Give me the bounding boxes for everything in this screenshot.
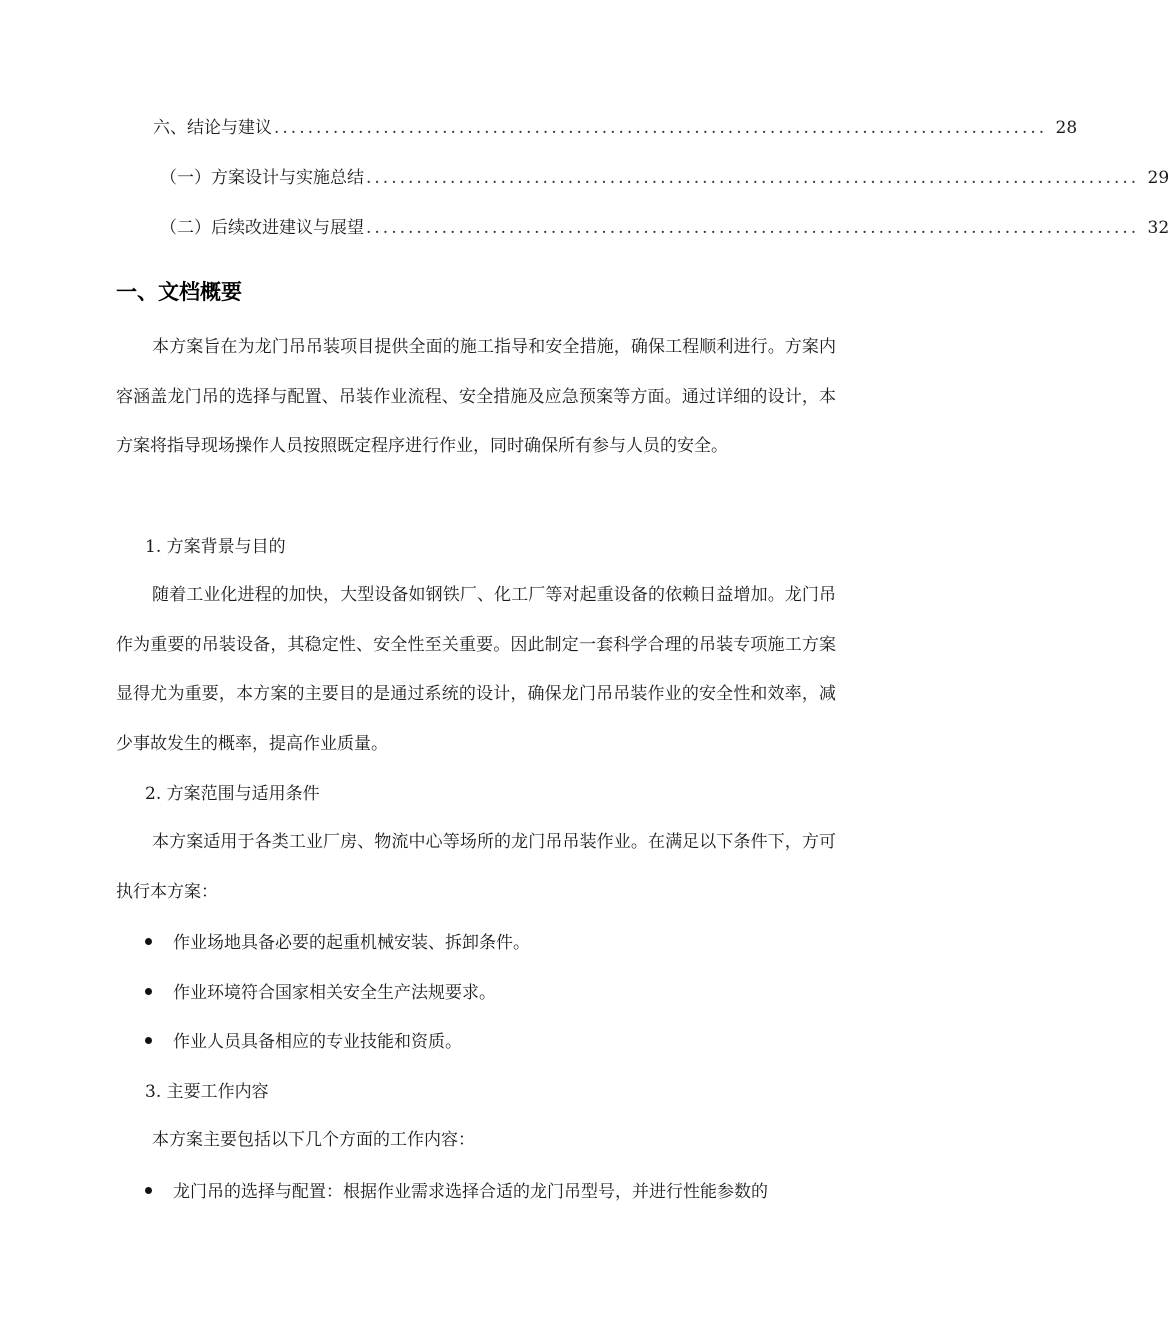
bullet-icon	[145, 1037, 152, 1044]
subsection-body-3: 本方案主要包括以下几个方面的工作内容：	[152, 1130, 475, 1150]
toc-leader-dots: ............................................................................................	[366, 218, 1140, 238]
toc-entry-title: （二）后续改进建议与展望	[160, 218, 364, 238]
toc-entry[interactable]	[160, 216, 1169, 240]
list-item-text: 作业人员具备相应的专业技能和资质。	[173, 1032, 462, 1052]
toc-leader-dots: ............................................................................................	[366, 168, 1140, 188]
toc-entry-page: 32	[1147, 218, 1169, 238]
toc-entry[interactable]	[153, 116, 1078, 140]
bullet-icon	[145, 988, 152, 995]
list-item-text: 作业环境符合国家相关安全生产法规要求。	[173, 983, 496, 1003]
subsection-title-3: 3. 主要工作内容	[145, 1082, 269, 1102]
toc-entry[interactable]	[160, 166, 1169, 190]
list-item-text: 龙门吊的选择与配置：根据作业需求选择合适的龙门吊型号，并进行性能参数的	[173, 1182, 768, 1202]
bullet-icon	[145, 1187, 152, 1194]
list-item	[145, 931, 845, 955]
subsection-title-1: 1. 方案背景与目的	[145, 537, 286, 557]
list-item	[145, 1180, 845, 1204]
list-item	[145, 1030, 845, 1054]
list-item-text: 作业场地具备必要的起重机械安装、拆卸条件。	[173, 933, 530, 953]
intro-paragraph: 本方案旨在为龙门吊吊装项目提供全面的施工指导和安全措施，确保工程顺利进行。方案内容涵盖龙门吊的选择与配置、吊装作业流程、安全措施及应急预案等方面。通过详细的设计，本方案将指导现场操作人员按照既定程序进行作业，同时确保所有参与人员的安全。	[116, 337, 836, 456]
subsection-body-2: 本方案适用于各类工业厂房、物流中心等场所的龙门吊吊装作业。在满足以下条件下，方可执行本方案：	[116, 832, 836, 902]
toc-entry-title: 六、结论与建议	[153, 118, 272, 138]
bullet-icon	[145, 938, 152, 945]
subsection-body-1: 随着工业化进程的加快，大型设备如钢铁厂、化工厂等对起重设备的依赖日益增加。龙门吊作为重要的吊装设备，其稳定性、安全性至关重要。因此制定一套科学合理的吊装专项施工方案显得尤为重要，本方案的主要目的是通过系统的设计，确保龙门吊吊装作业的安全性和效率，减少事故发生的概率，提高作业质量。	[116, 585, 836, 754]
toc-entry-page: 28	[1055, 118, 1078, 138]
toc-entry-page: 29	[1147, 168, 1169, 188]
section-heading: 一、文档概要	[116, 280, 242, 304]
toc-leader-dots: ............................................................................................	[274, 118, 1048, 138]
subsection-title-2: 2. 方案范围与适用条件	[145, 784, 320, 804]
list-item	[145, 981, 845, 1005]
toc-entry-title: （一）方案设计与实施总结	[160, 168, 364, 188]
